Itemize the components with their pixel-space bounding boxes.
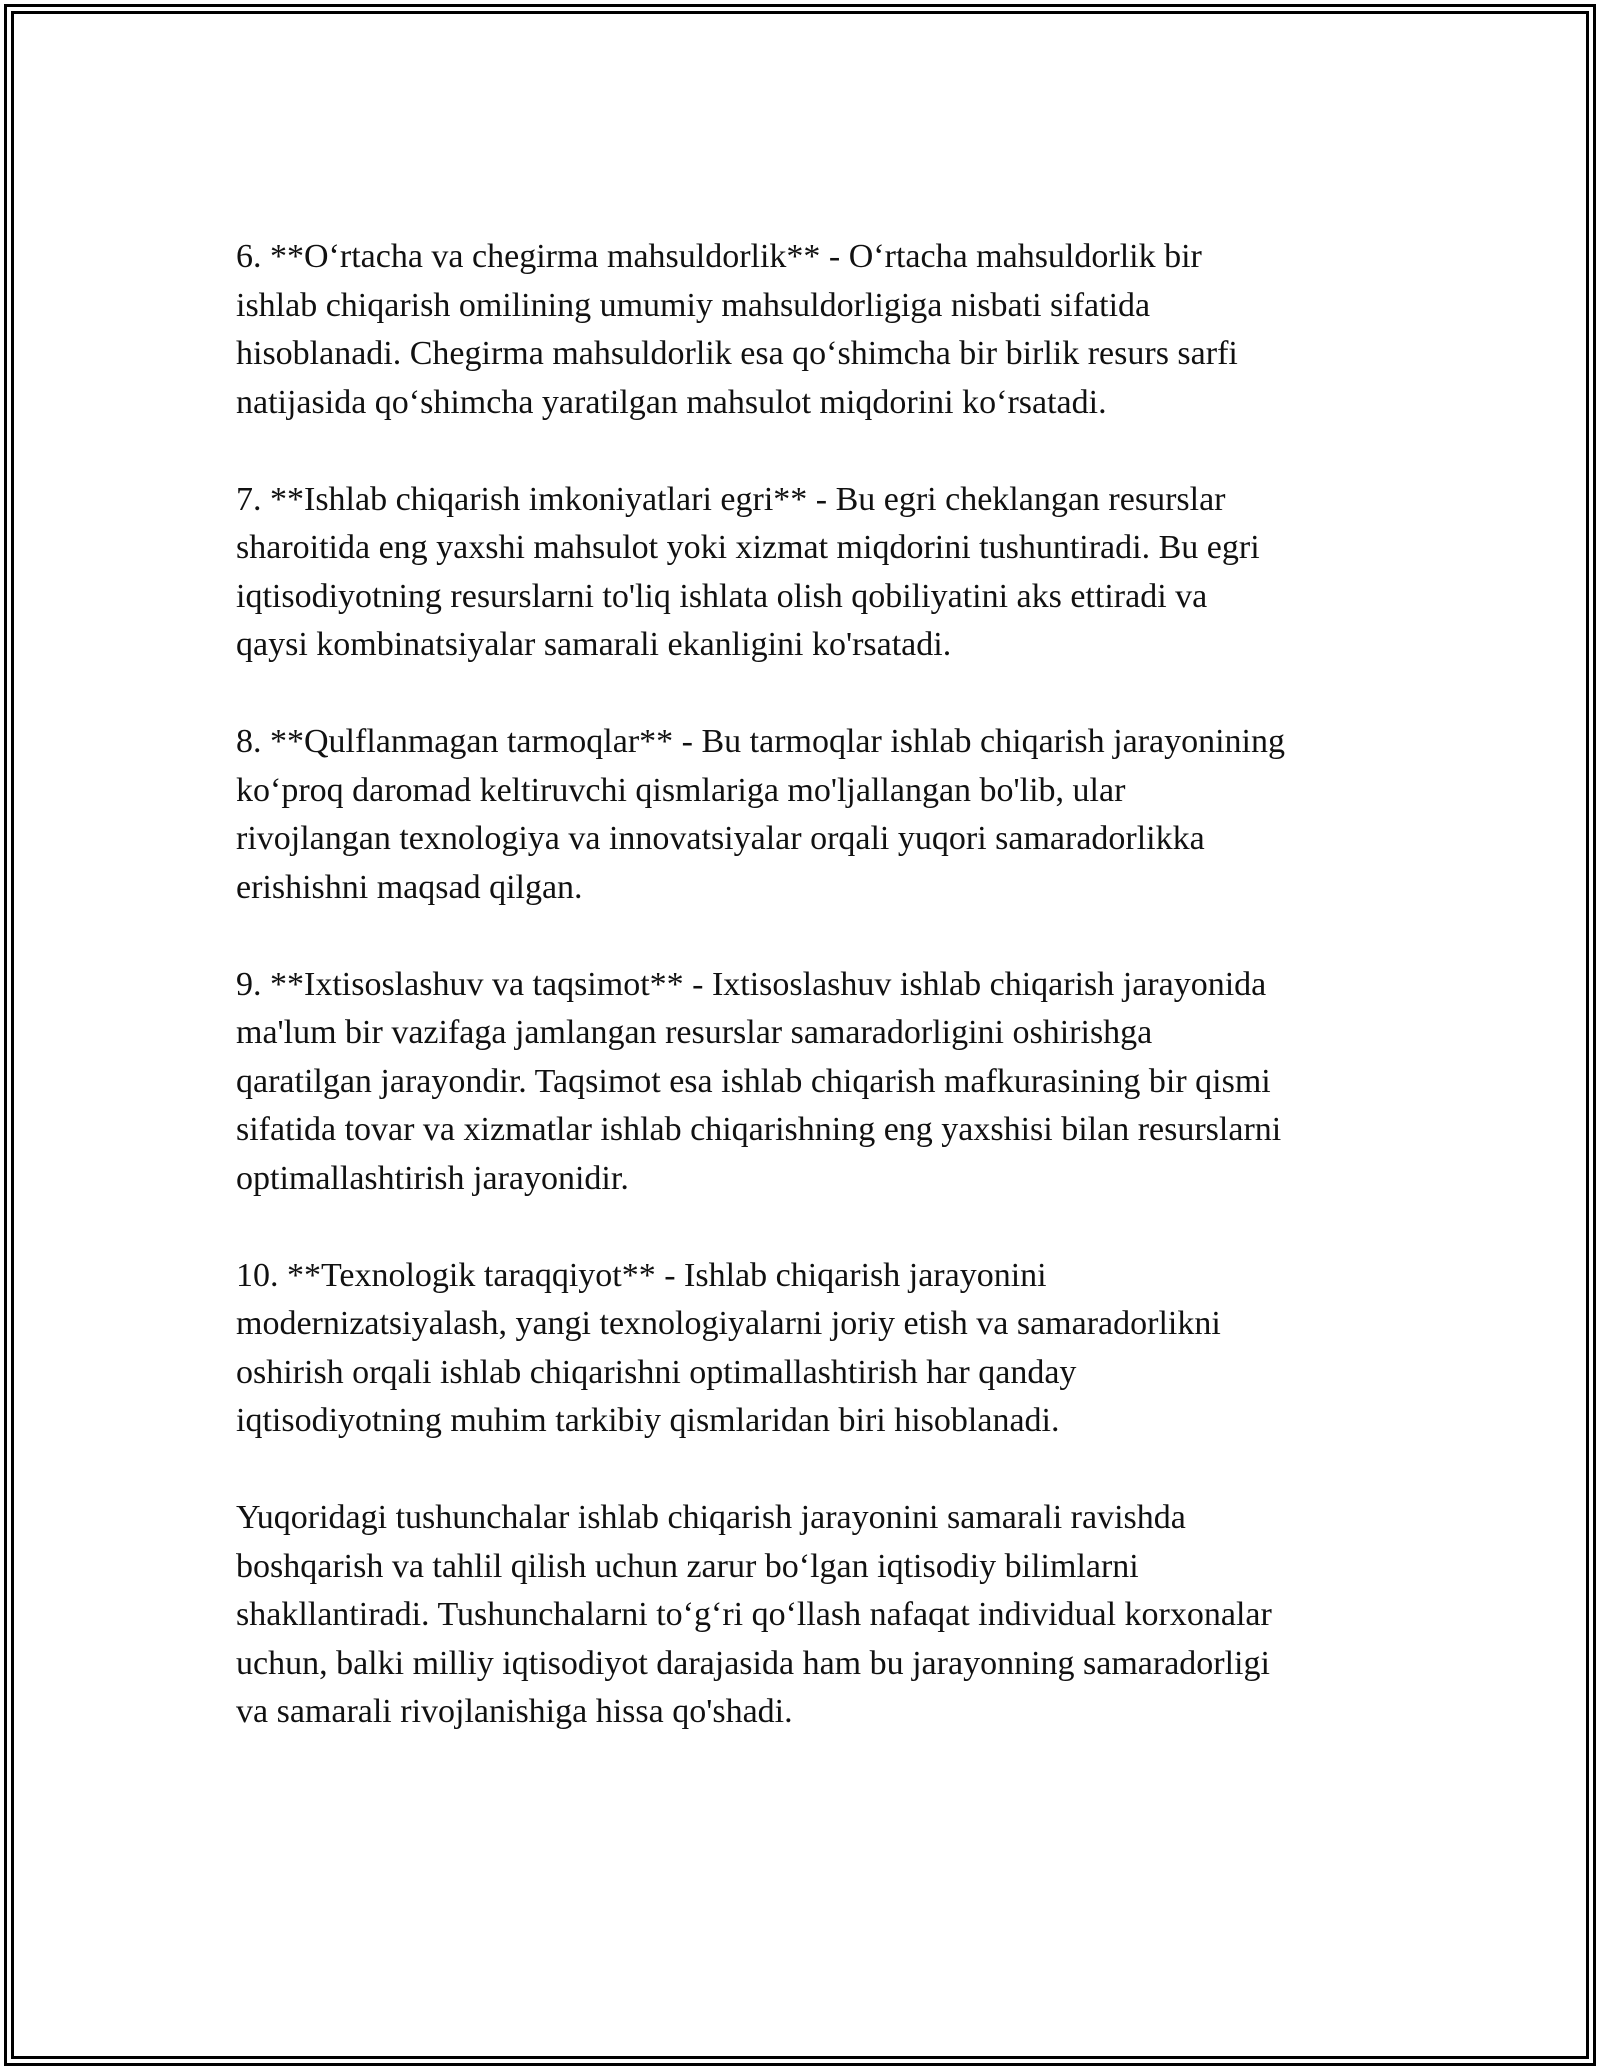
paragraph-item-8: 8. **Qulflanmagan tarmoqlar** - Bu tarmoqlar ishlab chiqarish jarayonining ko‘proq daromad keltiruvchi qismlariga mo'ljallangan bo'lib, ular rivojlangan texnologiya va innovatsiyalar orqali yuqori samaradorlikka erishishni maqsad qilgan. xyxy=(236,723,1286,906)
document-body xyxy=(236,233,1386,1785)
paragraph-item-6: 6. **O‘rtacha va chegirma mahsuldorlik** - O‘rtacha mahsuldorlik bir ishlab chiqarish omilining umumiy mahsuldorligiga nisbati sifatida hisoblanadi. Chegirma mahsuldorlik esa qo‘shimcha bir birlik resurs sarfi natijasida qo‘shimcha yaratilgan mahsulot miqdorini ko‘rsatadi. xyxy=(236,238,1238,421)
paragraph-item-10: 10. **Texnologik taraqqiyot** - Ishlab chiqarish jarayonini modernizatsiyalash, yangi texnologiyalarni joriy etish va samaradorlikni oshirish orqali ishlab chiqarishni optimallashtirish har qanday iqtisodiyotning muhim tarkibiy qismlaridan biri hisoblanadi. xyxy=(236,1256,1221,1439)
paragraph-conclusion: Yuqoridagi tushunchalar ishlab chiqarish jarayonini samarali ravishda boshqarish va tahlil qilish uchun zarur bo‘lgan iqtisodiy bilimlarni shakllantiradi. Tushunchalarni to‘g‘ri qo‘llash nafaqat individual korxonalar uchun, balki milliy iqtisodiyot darajasida ham bu jarayonning samaradorligi va samarali rivojlanishiga hissa qo'shadi. xyxy=(236,1499,1272,1730)
paragraph-item-9: 9. **Ixtisoslashuv va taqsimot** - Ixtisoslashuv ishlab chiqarish jarayonida ma'lum bir vazifaga jamlangan resurslar samaradorligini oshirishga qaratilgan jarayondir. Taqsimot esa ishlab chiqarish mafkurasining bir qismi sifatida tovar va xizmatlar ishlab chiqarishning eng yaxshisi bilan resurslarni optimallashtirish jarayonidir. xyxy=(236,965,1282,1197)
paragraph-item-7: 7. **Ishlab chiqarish imkoniyatlari egri** - Bu egri cheklangan resurslar sharoitida eng yaxshi mahsulot yoki xizmat miqdorini tushuntiradi. Bu egri iqtisodiyotning resurslarni to'liq ishlata olish qobiliyatini aks ettiradi va qaysi kombinatsiyalar samarali ekanligini ko'rsatadi. xyxy=(236,480,1260,663)
